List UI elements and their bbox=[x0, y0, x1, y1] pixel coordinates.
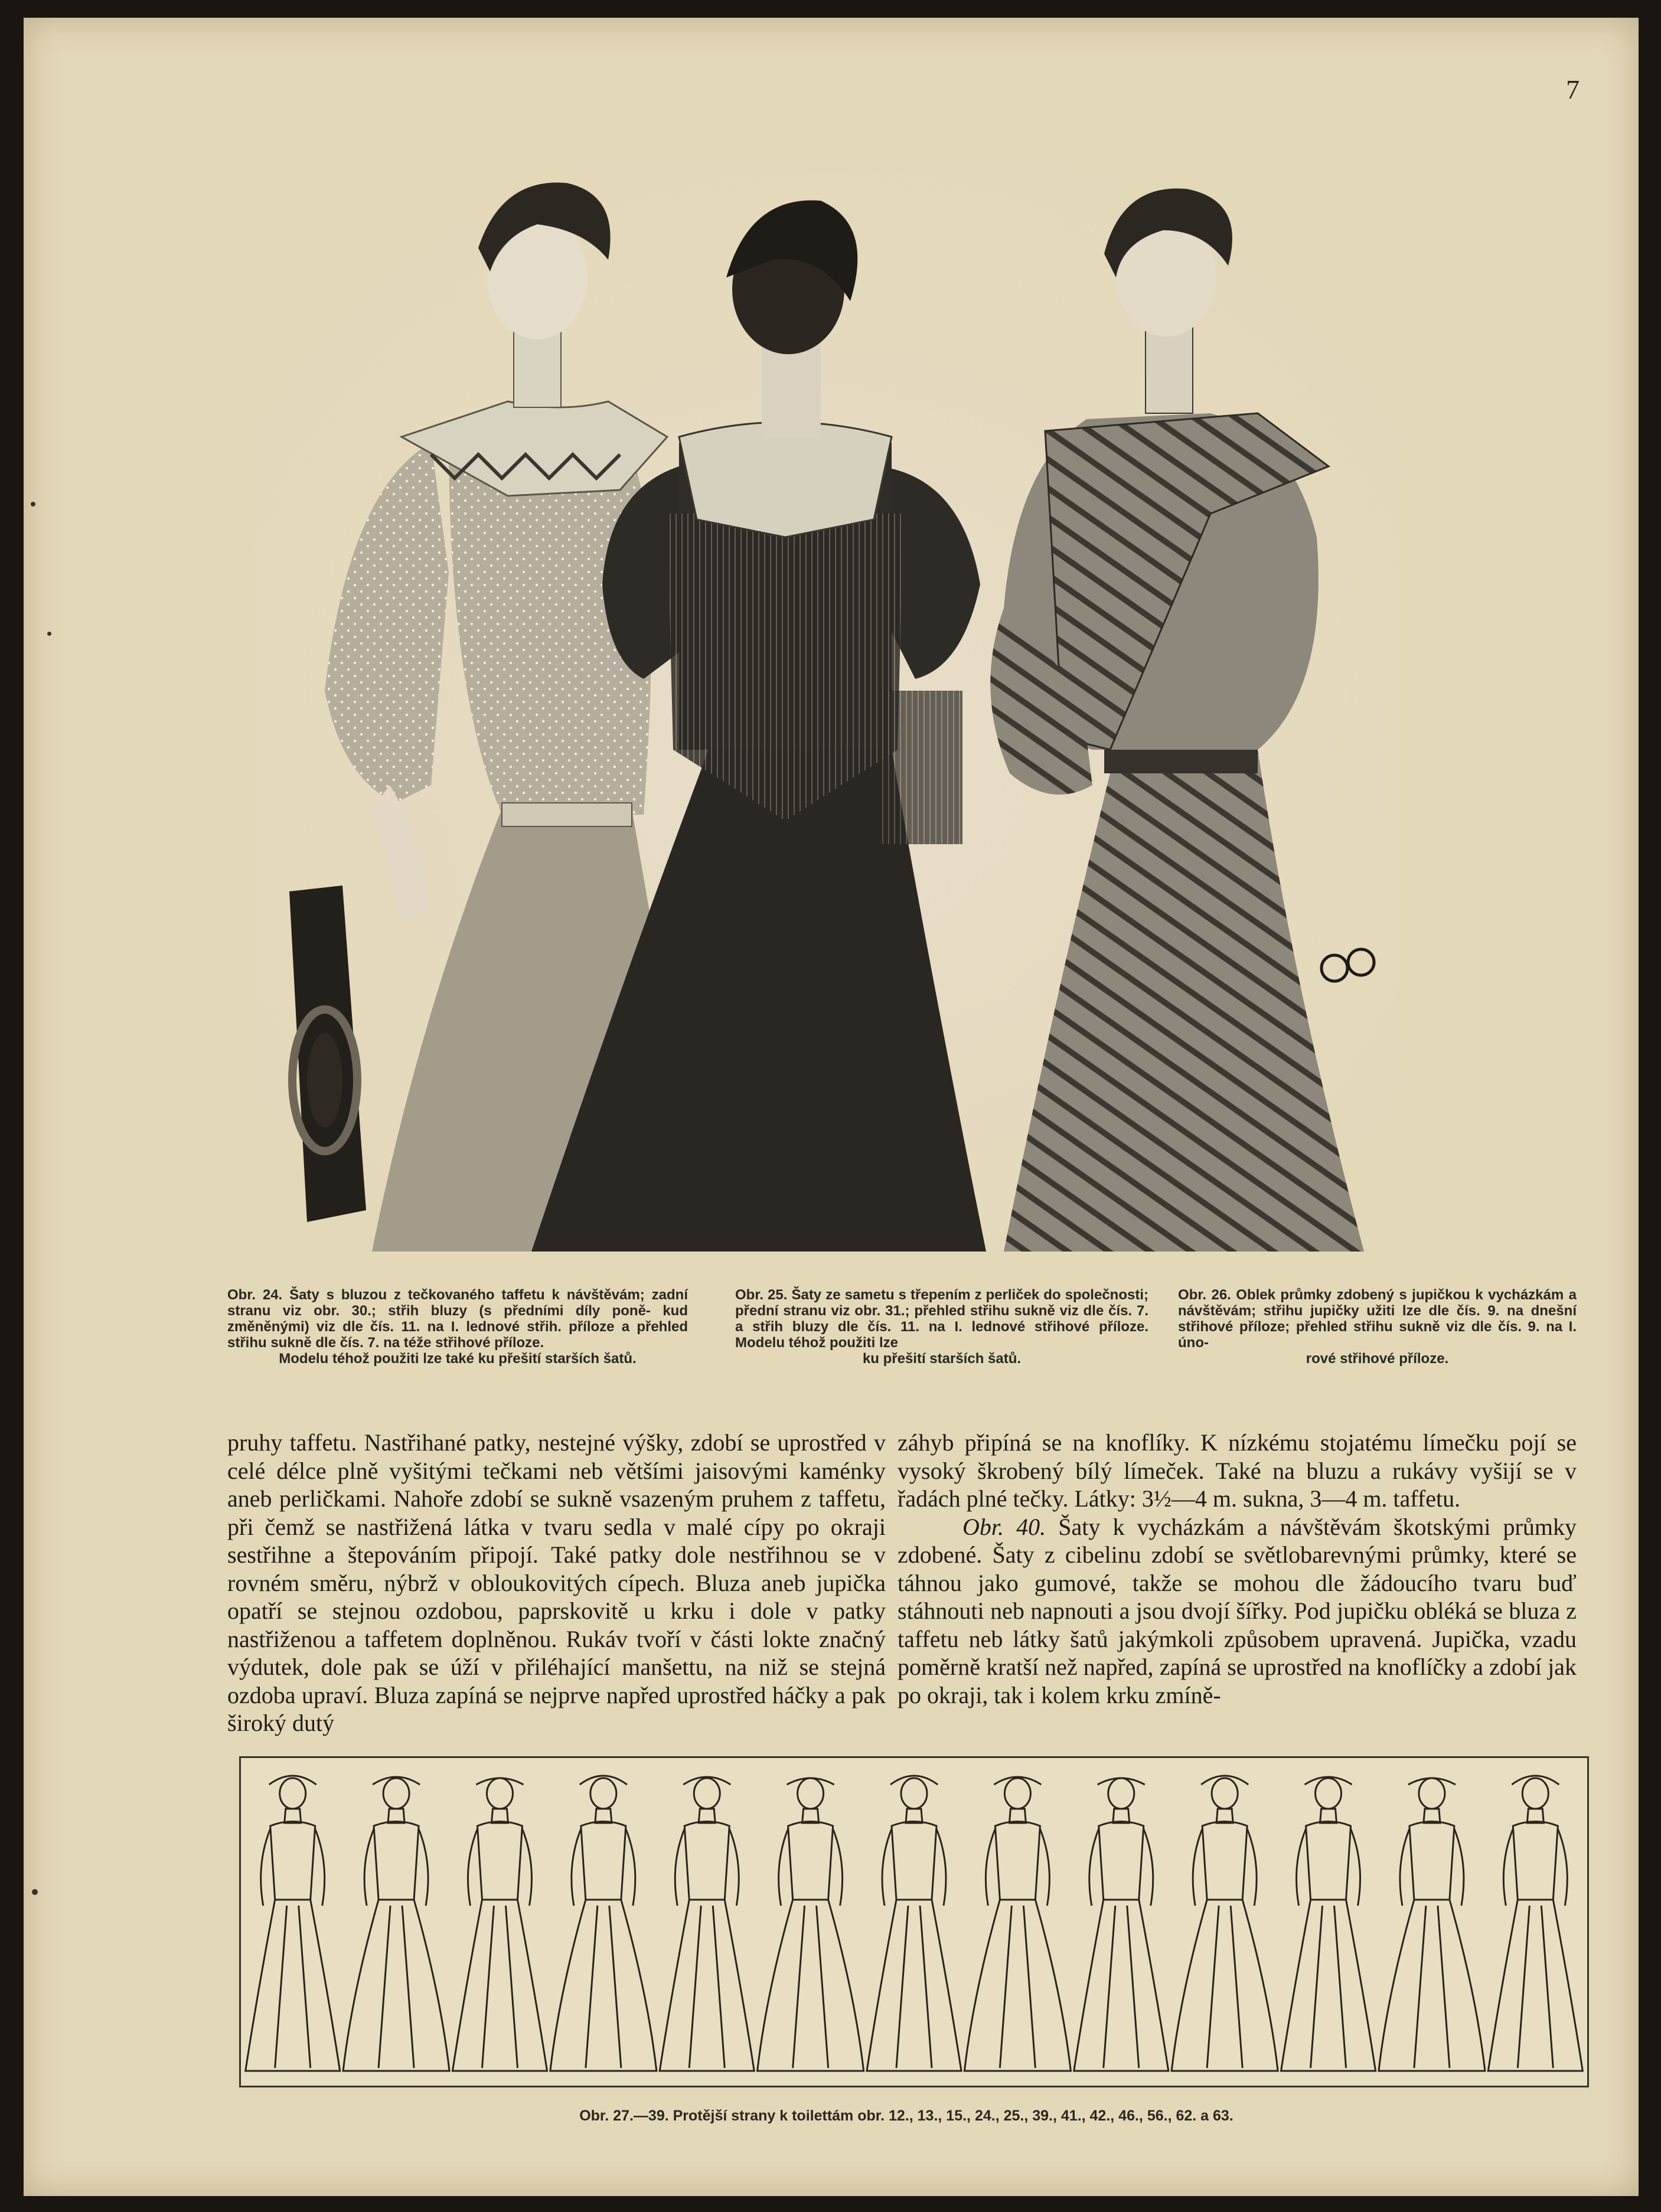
frieze-figure bbox=[758, 1778, 864, 2071]
body-paragraph-obr40 bbox=[898, 1513, 1577, 1710]
caption-line: Modelu téhož použiti lze také ku přešití starších šatů. bbox=[279, 1351, 637, 1367]
frieze-figure bbox=[1074, 1778, 1169, 2071]
caption-figure-25 bbox=[735, 1287, 1148, 1367]
frieze-figure bbox=[550, 1776, 657, 2071]
frieze-figure bbox=[452, 1778, 547, 2071]
figure-frieze-27-39 bbox=[239, 1756, 1589, 2087]
frieze-figure bbox=[343, 1777, 449, 2071]
frieze-figure bbox=[1281, 1777, 1376, 2071]
frieze-figure bbox=[964, 1777, 1071, 2071]
frieze-figure bbox=[1379, 1778, 1485, 2071]
frieze-figure bbox=[246, 1776, 340, 2071]
frieze-figure bbox=[1488, 1776, 1582, 2071]
body-paragraph-text: Šaty k vycházkám a návštěvám škotskými průmky zdobené. Šaty z cibelinu zdobí se světlobarevnými průmky, které se táhnou jako gumové, takže se mohou dle žádoucího tvaru buď stáhnouti neb napnouti a jsou dvojí šířky. Pod jupičku obléká se bluza z taffetu neb látky šatů jakýmkoli způsobem upravená. Jupička, vzadu poměrně kratší než napřed, zapíná se uprostřed na knoflíčky a zdobí jak po okraji, tak i kolem krku zmíně- bbox=[898, 1513, 1577, 1708]
caption-line: k vycházkám a návštěvám; střihu jupičky bbox=[1178, 1287, 1577, 1319]
body-text-left-column bbox=[227, 1429, 886, 1737]
caption-figures-27-39: Obr. 27.—39. Protější strany k toilettám obr. 12., 13., 15., 24., 25., 39., 41., 42., 46., 56., 62. a 63. bbox=[579, 2108, 1233, 2124]
caption-line: Obr. 24. Šaty s bluzou z tečkovaného taffetu k návštěvám; bbox=[227, 1287, 645, 1303]
frieze-figure bbox=[660, 1777, 754, 2071]
caption-line: rové střihové příloze. bbox=[1306, 1351, 1449, 1367]
caption-line: kud změněnými) viz dle čís. 11. na I. lednové střih. příloze bbox=[227, 1303, 688, 1335]
caption-line: přehled střihu sukně viz dle čís. 9. na I. úno- bbox=[1178, 1319, 1577, 1351]
caption-line: společnosti; přední stranu viz obr. 31.; přehled střihu bbox=[735, 1287, 1148, 1319]
fashion-plate-drawing bbox=[254, 159, 1399, 1252]
caption-line: I. lednové střihové příloze. Modelu téhož použiti lze bbox=[735, 1319, 1148, 1351]
caption-line: a přehled střihu sukně dle čís. 7. na téže střihové příloze. bbox=[227, 1319, 688, 1351]
caption-line: užiti lze dle čís. 9. na dnešní střihové příloze; bbox=[1178, 1303, 1577, 1335]
fashion-plate-illustration bbox=[254, 159, 1399, 1252]
body-paragraph: pruhy taffetu. Nastřihané patky, nestejné výšky, zdobí se uprostřed v celé délce plně vyšitými tečkami neb většími jaisovými kaménky aneb perličkami. Nahoře zdobí se sukně vsazeným pruhem z taffetu, při čemž se nastřižená látka v tvaru sedla v malé cípy po okraji sestřihne a štepováním připojí. Také patky dole nestřihnou se v rovném směru, nýbrž v obloukovitých cípech. Bluza aneb jupička opatří se stejnou ozdobou, paprskovitě u krku i dole v patky nastřiženou a taffetem doplněnou. Rukáv tvoří v části lokte značný výdutek, dole pak se úží v přiléhající manšettu, na niž se stejná ozdoba upraví. Bluza zapíná se nejprve napřed uprostřed háčky a pak široký dutý bbox=[227, 1429, 886, 1736]
caption-line: zadní stranu viz obr. 30.; střih bluzy (s předními díly poně- bbox=[227, 1287, 688, 1319]
frieze-figure bbox=[867, 1776, 961, 2071]
caption-line: Obr. 25. Šaty ze sametu s třepením z perliček do bbox=[735, 1287, 1061, 1303]
caption-line: sukně viz dle čís. 7. a střih bluzy dle čís. 11. na bbox=[735, 1303, 1148, 1335]
body-paragraph: záhyb připíná se na knoflíky. K nízkému stojatému límečku pojí se vysoký škrobený bílý límeček. Také na bluzu a rukávy vyšijí se v řadách plné tečky. Látky: 3½—4 m. sukna, 3—4 m. taffetu. bbox=[898, 1429, 1577, 1512]
figure-reference: Obr. 40. bbox=[962, 1513, 1046, 1540]
edge-mark bbox=[31, 502, 35, 507]
page-number: 7 bbox=[1566, 74, 1580, 104]
caption-figure-24 bbox=[227, 1287, 688, 1367]
edge-mark bbox=[32, 1889, 38, 1895]
frieze-figure bbox=[1171, 1776, 1278, 2071]
caption-line: Obr. 26. Oblek průmky zdobený s jupičkou bbox=[1178, 1287, 1470, 1303]
frieze-drawing bbox=[241, 1758, 1587, 2086]
caption-line: ku přešití starších šatů. bbox=[862, 1351, 1022, 1367]
caption-figure-26 bbox=[1178, 1287, 1577, 1367]
body-text-right-column bbox=[898, 1429, 1577, 1709]
edge-mark bbox=[47, 632, 51, 636]
magazine-page bbox=[24, 18, 1639, 2196]
